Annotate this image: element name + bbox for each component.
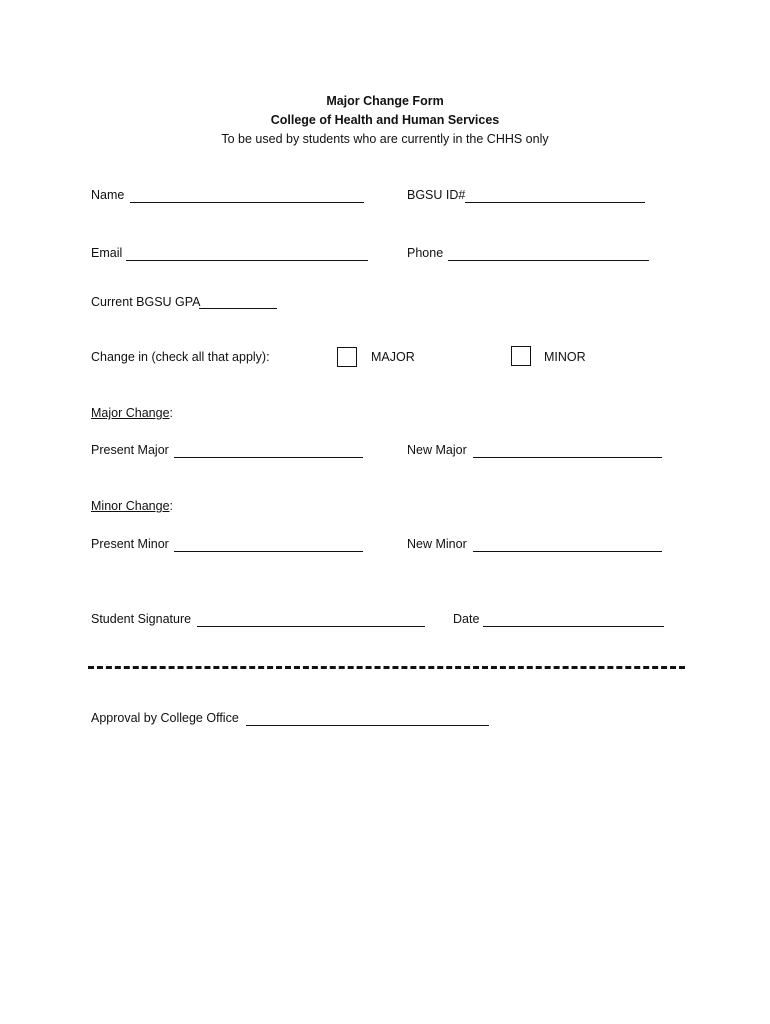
present-minor-label: Present Minor: [91, 537, 169, 551]
minor-checkbox[interactable]: [511, 346, 531, 366]
approval-field[interactable]: [246, 725, 489, 726]
approval-label: Approval by College Office: [91, 711, 239, 725]
minor-option-label: MINOR: [544, 350, 586, 364]
minor-change-heading-text: Minor Change: [91, 499, 170, 513]
dashed-divider: [88, 666, 685, 669]
phone-label: Phone: [407, 246, 444, 260]
email-field[interactable]: [126, 260, 368, 261]
gpa-field[interactable]: [199, 308, 277, 309]
major-checkbox[interactable]: [337, 347, 357, 367]
major-change-heading: [91, 406, 173, 420]
minor-change-heading: [91, 499, 173, 513]
email-label: Email: [91, 246, 123, 260]
student-signature-field[interactable]: [197, 626, 425, 627]
present-minor-field[interactable]: [174, 551, 363, 552]
name-label: Name: [91, 188, 125, 202]
present-major-label: Present Major: [91, 443, 169, 457]
new-major-field[interactable]: [473, 457, 662, 458]
form-subtitle: To be used by students who are currently in the CHHS only: [221, 132, 549, 146]
bgsu-id-field[interactable]: [465, 202, 645, 203]
date-field[interactable]: [483, 626, 664, 627]
change-in-label: Change in (check all that apply):: [91, 350, 270, 364]
major-change-heading-text: Major Change: [91, 406, 170, 420]
major-change-heading-colon: :: [169, 406, 173, 420]
new-minor-field[interactable]: [473, 551, 662, 552]
bgsu-id-label: BGSU ID#: [407, 188, 466, 202]
student-signature-label: Student Signature: [91, 612, 192, 626]
major-option-label: MAJOR: [371, 350, 415, 364]
form-title: Major Change Form: [326, 94, 444, 108]
college-name: College of Health and Human Services: [270, 113, 500, 127]
name-field[interactable]: [130, 202, 364, 203]
present-major-field[interactable]: [174, 457, 363, 458]
phone-field[interactable]: [448, 260, 649, 261]
minor-change-heading-colon: :: [169, 499, 173, 513]
date-label: Date: [453, 612, 480, 626]
gpa-label: Current BGSU GPA: [91, 295, 201, 309]
new-major-label: New Major: [407, 443, 467, 457]
new-minor-label: New Minor: [407, 537, 467, 551]
